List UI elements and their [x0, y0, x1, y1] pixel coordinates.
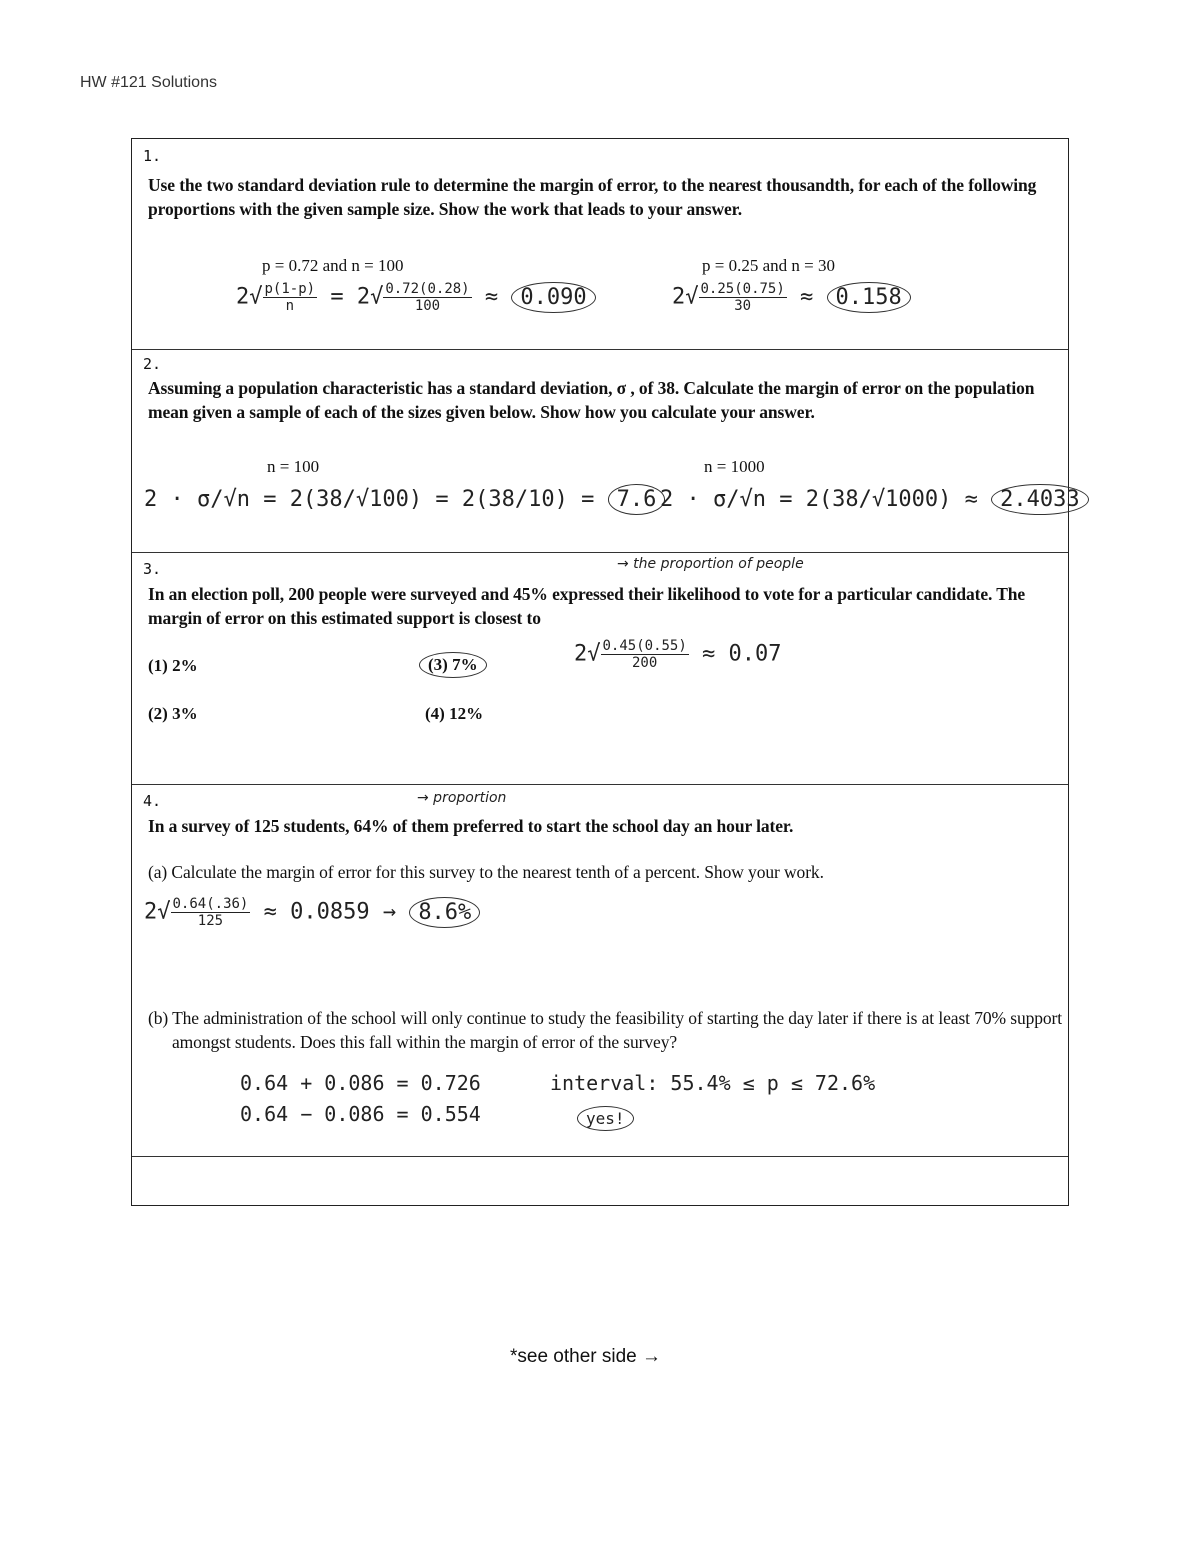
part-b-prompt: (b) The administration of the school will only continue to study the feasibility of starting the day later if there is at least 70% support amongst students. Does this fall within the margin of error of the survey?: [148, 1008, 1063, 1052]
question-number: 4.: [143, 792, 162, 810]
part-a-prompt: (a) Calculate the margin of error for this survey to the nearest tenth of a percent. Show your work.: [148, 862, 824, 882]
choice-2: (2) 3%: [148, 704, 198, 723]
given-left: n = 100: [267, 457, 320, 476]
question-3: [132, 552, 1068, 784]
choice-1: (1) 2%: [148, 656, 198, 675]
handwritten-work-a: 2√ $\frac{0.64(.36)}{125}$ ≈ 0.0859 → 8.6%: [144, 896, 480, 929]
worksheet: [131, 138, 1080, 1206]
question-4: [132, 784, 1068, 1156]
choice-4: (4) 12%: [425, 704, 484, 723]
handwritten-work-left: 2√ $\frac{p(1-p)}{n}$ = 2√ $\frac{0.72(0.28)}{100}$ ≈ 0.090: [236, 281, 596, 314]
question-prompt: Assuming a population characteristic has a standard deviation, σ , of 38. Calculate the margin of error on the population mean given a sample of each of the sizes given below. Show how you calculate your answer.: [148, 378, 1035, 422]
answer-circle: yes!: [577, 1106, 634, 1131]
question-prompt: Use the two standard deviation rule to determine the margin of error, to the nearest thousandth, for each of the following proportions with the given sample size. Show the work that leads to your answer.: [148, 175, 1037, 219]
handwritten-work: 2√ $\frac{0.45(0.55)}{200}$ ≈ 0.07: [574, 638, 782, 671]
handwritten-interval: interval: 55.4% ≤ p ≤ 72.6%: [550, 1071, 876, 1095]
handwritten-work-right: 2√ $\frac{0.25(0.75)}{30}$ ≈ 0.158: [672, 281, 911, 314]
question-number: 3.: [143, 560, 162, 578]
choice-3-circled: (3) 7%: [419, 652, 487, 678]
question-prompt: In an election poll, 200 people were surveyed and 45% expressed their likelihood to vote for a particular candidate. The margin of error on this estimated support is closest to: [148, 584, 1026, 628]
handwritten-annotation: → the proportion of people: [617, 556, 804, 572]
handwritten-line-1: 0.64 + 0.086 = 0.726: [240, 1071, 481, 1095]
divider: [132, 1156, 1068, 1157]
given-left: p = 0.72 and n = 100: [262, 256, 404, 275]
answer-circle: 0.090: [511, 282, 595, 313]
page-title: HW #121 Solutions: [80, 74, 217, 91]
handwritten-work-right: 2 · σ/√n = 2(38/√1000) ≈ 2.4033: [660, 487, 1089, 512]
handwritten-work-left: 2 · σ/√n = 2(38/√100) = 2(38/10) = 7.6: [144, 487, 665, 512]
answer-circle: 0.158: [827, 282, 911, 313]
question-prompt: In a survey of 125 students, 64% of them preferred to start the school day an hour later.: [148, 816, 794, 836]
question-number: 1.: [143, 147, 162, 165]
handwritten-annotation: → proportion: [417, 790, 507, 806]
given-right: p = 0.25 and n = 30: [702, 256, 835, 275]
answer-circle: 2.4033: [991, 484, 1088, 515]
given-right: n = 1000: [704, 457, 765, 476]
handwritten-line-2: 0.64 − 0.086 = 0.554: [240, 1102, 481, 1126]
question-2: [132, 349, 1080, 552]
question-1: [132, 139, 1068, 349]
answer-circle: 8.6%: [409, 897, 480, 928]
question-number: 2.: [143, 355, 162, 373]
answer-circle: 7.6: [608, 484, 666, 515]
footer-note: *see other side →: [510, 1346, 662, 1367]
